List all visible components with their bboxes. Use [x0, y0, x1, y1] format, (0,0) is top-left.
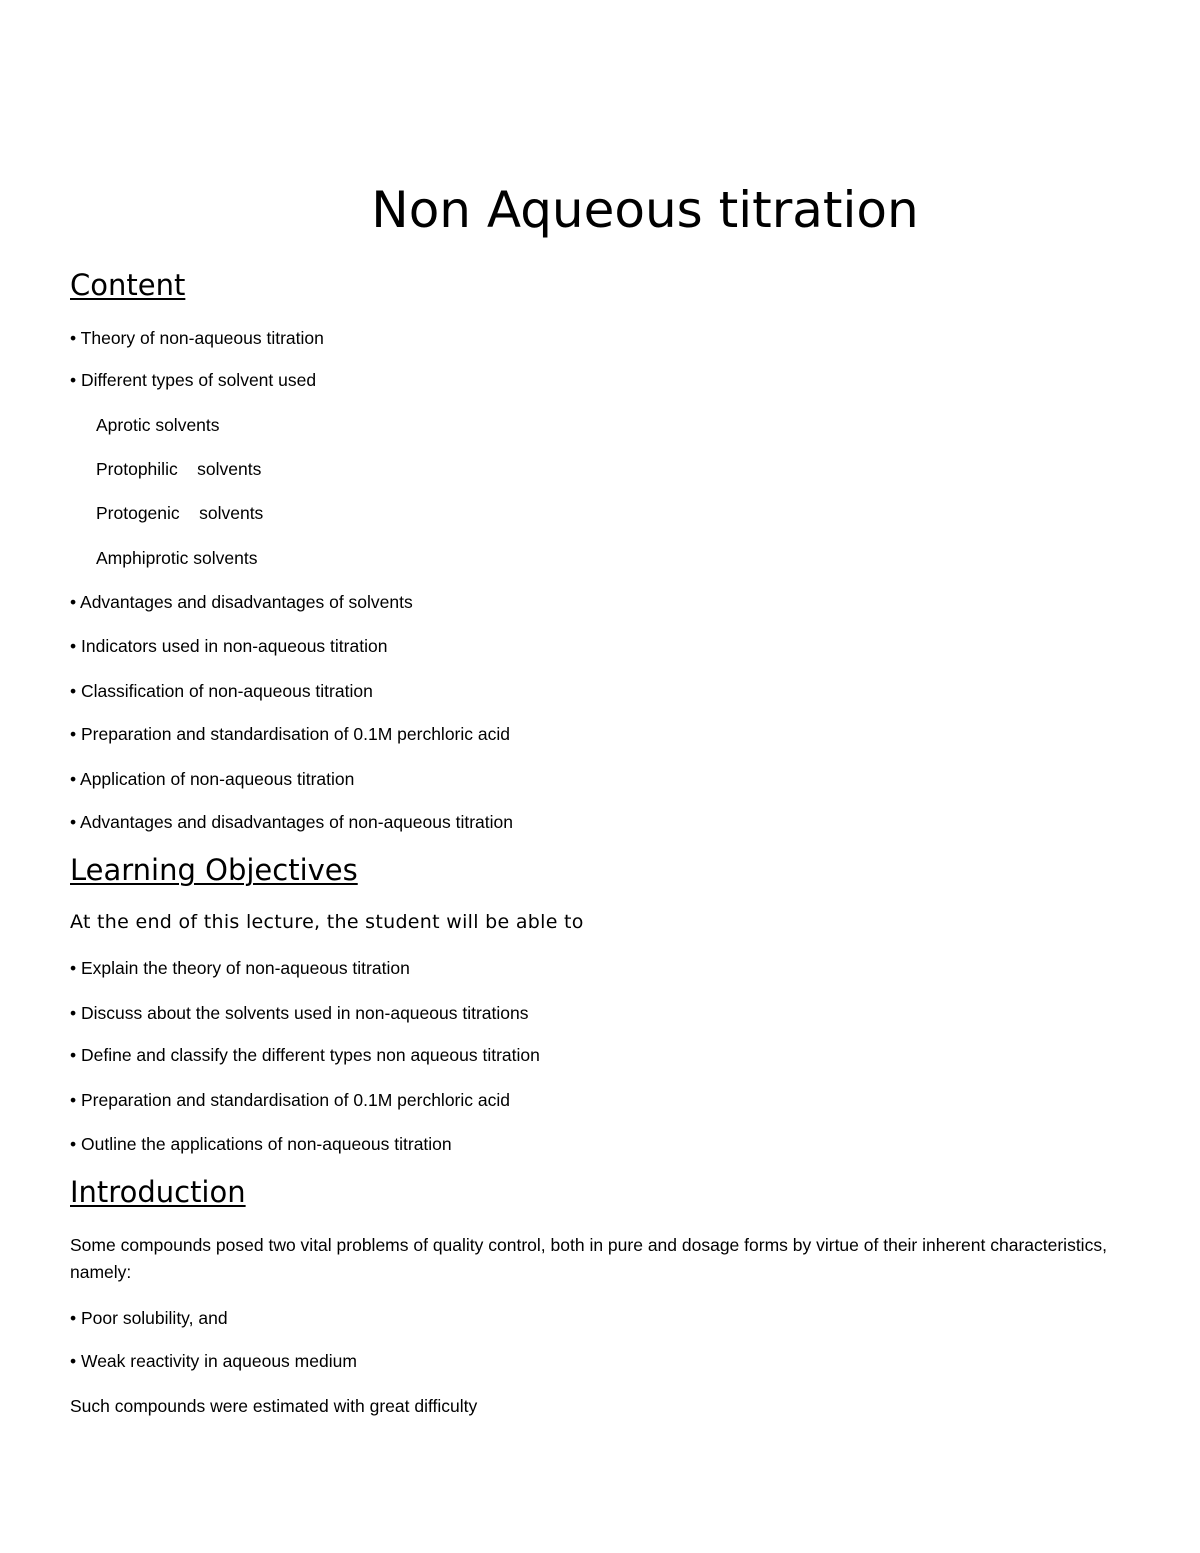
content-item: • Indicators used in non-aqueous titration	[70, 636, 388, 656]
content-subitem: Aprotic solvents	[96, 415, 220, 435]
content-item: • Advantages and disadvantages of non-aqueous titration	[70, 812, 513, 832]
content-subitem: Protogenic solvents	[96, 503, 264, 523]
objective-item: • Outline the applications of non-aqueous titration	[70, 1134, 452, 1154]
objective-item: • Define and classify the different types non aqueous titration	[70, 1045, 540, 1065]
introduction-heading: Introduction	[70, 1175, 246, 1209]
introduction-closing: Such compounds were estimated with great difficulty	[70, 1396, 478, 1416]
content-item: • Theory of non-aqueous titration	[70, 328, 324, 348]
objective-item: • Preparation and standardisation of 0.1M perchloric acid	[70, 1090, 510, 1110]
objective-item: • Explain the theory of non-aqueous titration	[70, 958, 410, 978]
content-item: • Different types of solvent used	[70, 370, 317, 390]
content-item: • Advantages and disadvantages of solvents	[70, 592, 413, 612]
content-item: • Classification of non-aqueous titration	[70, 681, 373, 701]
content-subitem: Amphiprotic solvents	[96, 548, 258, 568]
introduction-item: • Weak reactivity in aqueous medium	[70, 1351, 357, 1371]
introduction-item: • Poor solubility, and	[70, 1308, 228, 1328]
content-subitem: Protophilic solvents	[96, 459, 262, 479]
introduction-paragraph: Some compounds posed two vital problems of quality control, both in pure and dosage forms by virtue of their inherent characteristics, namely:	[70, 1235, 1107, 1282]
content-heading: Content	[70, 268, 186, 302]
learning-objectives-intro: At the end of this lecture, the student will be able to	[70, 911, 584, 933]
objective-item: • Discuss about the solvents used in non-aqueous titrations	[70, 1003, 529, 1023]
content-item: • Application of non-aqueous titration	[70, 769, 355, 789]
document-title: Non Aqueous titration	[371, 181, 919, 239]
content-item: • Preparation and standardisation of 0.1M perchloric acid	[70, 724, 510, 744]
learning-objectives-heading: Learning Objectives	[70, 853, 358, 887]
